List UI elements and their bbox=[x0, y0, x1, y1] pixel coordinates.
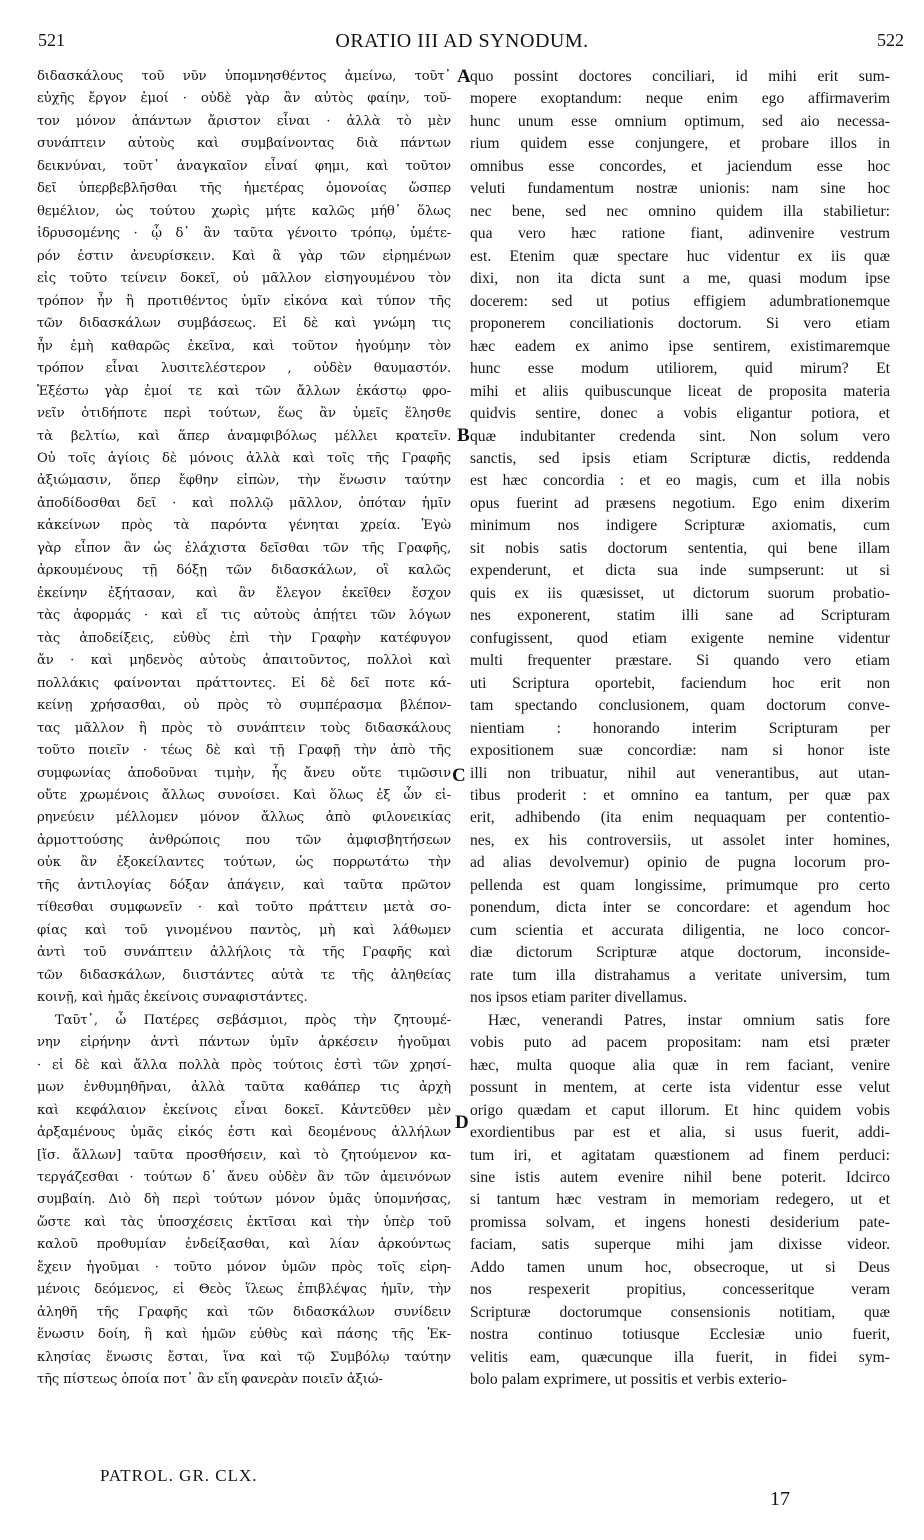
text-line: οὐκ ἂν ἐξοκείλαντες τούτων, ὡς πορρωτάτω τὴν bbox=[37, 855, 451, 871]
text-line: nes exponerent, statim illi sane ad Scripturam bbox=[470, 607, 890, 625]
text-line: συνάπτειν αὐτοὺς καὶ συμβαίνοντας διὰ πάντων bbox=[37, 136, 451, 152]
text-line: Ταῦτ᾽, ὦ Πατέρες σεβάσμιοι, πρὸς τὴν ζητουμέ- bbox=[55, 1012, 451, 1028]
text-line: κείνῃ χρήσασθαι, οὐ πρὸς τὸ συμπέρασμα βλέπον- bbox=[37, 698, 451, 714]
text-line: bolo palam exprimere, ut possitis et verbis exterio- bbox=[470, 1371, 787, 1389]
text-line: εἰς τοῦτο τείνειν δοκεῖ, οὐ μᾶλλον εἰσηγουμένου τὸν bbox=[37, 271, 451, 287]
text-line: φίας καὶ τοῦ γινομένου παντὸς, μὴ καὶ λάθωμεν bbox=[37, 922, 451, 938]
text-line: εὐχῆς ἔργον ἐμοί · οὐδὲ γὰρ ἂν αὐτὸς φαίην, τοῦ- bbox=[37, 91, 451, 107]
text-line: δεῖ ὑπερβεβλῆσθαι τῆς ἡμετέρας ὁμονοίας ὥσπερ bbox=[37, 181, 451, 197]
text-line: καὶ κεφάλαιον ἐκείνοις εἶναι δοκεῖ. Κἀντεῦθεν μὲν bbox=[37, 1102, 451, 1118]
text-line: θεμέλιον, ὡς τούτου χωρὶς μήτε καλῶς μήθ᾽ ὅλως bbox=[37, 203, 451, 219]
text-line: τας μᾶλλον ἢ πρὸς τὸ συνάπτειν τοὺς διδασκάλους bbox=[37, 720, 451, 736]
text-line: minimum nos indigere Scripturæ axiomatis, cum bbox=[470, 517, 890, 535]
text-line: τον μόνον ἁπάντων ἄριστον εἶναι · ἀλλὰ τὸ μὲν bbox=[37, 113, 451, 129]
text-line: τὰς ἀποδείξεις, εὐθὺς ἐπὶ τὴν Γραφὴν κατέφυγον bbox=[37, 630, 451, 646]
text-line: dixi, non ita dicta sunt a me, quasi modum ipse bbox=[470, 270, 890, 288]
text-line: ἕνωσιν δοίη, ἣ καὶ ἡμῶν εὐθὺς καὶ πάσης τῆς Ἐκ- bbox=[37, 1327, 451, 1343]
text-line: docerem: sed ut potius effigiem adumbrationemque bbox=[470, 292, 890, 310]
text-line: diæ dictorum Scripturæ atque doctorum, inconside- bbox=[470, 944, 890, 962]
text-line: mihi et aliis quibuscunque liceat de proposita materia bbox=[470, 382, 890, 400]
text-line: sit nobis satis doctorum sententia, qui bene illam bbox=[470, 539, 890, 557]
text-line: Addo tamen unum hoc, obsecroque, ut si Deus bbox=[470, 1258, 890, 1276]
text-line: hunc esse modum utiliorem, quid mirum? Et bbox=[470, 360, 890, 378]
text-line: οὔτε χρωμένοις ἄλλως συνοίσει. Καὶ ὅλως ἐξ ὧν εἰ- bbox=[37, 788, 451, 803]
text-line: uti Scriptura oportebit, faciendum hoc erit non bbox=[470, 674, 890, 692]
text-line: Οὐ τοῖς ἁγίοις δὲ μόνοις ἀλλὰ καὶ τοῖς τῆς Γραφῆς bbox=[37, 450, 451, 466]
text-line: μων ἐνθυμηθῆναι, ἀλλὰ ταῦτα καθάπερ τις ἀρχὴ bbox=[37, 1080, 451, 1096]
text-line: τρόπον εἶναι λυσιτελέστερον , οὐδὲν θαυμαστόν. bbox=[37, 361, 451, 377]
text-line: μένοις δεόμενος, εἰ Θεὸς ἵλεως ἐπιβλέψας ἡμῖν, τὴν bbox=[37, 1282, 451, 1298]
text-line: si tantum hæc vestram in memoriam redegero, ut et bbox=[470, 1191, 890, 1209]
text-line: ἐκείνην ἐξήτασαν, καὶ ἃν ἔλεγον ἐκεῖθεν ἔσχον bbox=[37, 585, 451, 601]
text-line: τῆς ἀντιλογίας δόξαν ἀπάγειν, καὶ ταῦτα πρῶτον bbox=[37, 877, 451, 893]
text-line: κἀκείνων πρὸς τὰ παρόντα γένηται χρεία. Ἐγὼ bbox=[37, 518, 451, 534]
text-line: quis ex iis quæsisset, ut dictorum suorum probatio- bbox=[470, 584, 890, 602]
text-line: expositionem suæ concordiæ: nam si honor iste bbox=[470, 742, 890, 760]
text-line: hæc, multa quoque alia quæ in rem faciant, venire bbox=[470, 1056, 890, 1074]
text-line: ἀντὶ τοῦ συνάπτειν ἀλλήλοις τὰ τῆς Γραφῆς καὶ bbox=[37, 945, 451, 961]
text-line: rium quidem esse conjungere, et probare illos in bbox=[470, 135, 890, 153]
text-line: cum scientia et accurata diligentia, ne loco concor- bbox=[470, 921, 890, 939]
text-line: συμβαίη. Διὸ δὴ περὶ τούτων μόνον ὑμᾶς ὑπομνήσας, bbox=[37, 1192, 451, 1208]
text-line: νεῖν ὁτιδήποτε περὶ τούτων, ἕως ἂν ὑμεῖς ἕλησθε bbox=[37, 406, 451, 422]
text-line: [ἴσ. ἄλλων] ταῦτα προσθήσειν, καὶ τὸ ζητούμενον κα- bbox=[37, 1147, 451, 1163]
text-line: τεργάζεσθαι · τούτων δ᾽ ἄνευ οὐδὲν ἂν τῶν ἀμεινόνων bbox=[37, 1169, 451, 1185]
text-line: τῶν διδασκάλων, διιστάντες αὐτὰ τε τῆς ἀληθείας bbox=[37, 967, 451, 983]
text-line: Ἐξέστω γὰρ ἐμοί τε καὶ τῶν ἄλλων ἑκάστῳ φρο- bbox=[37, 383, 451, 399]
text-line: ὥστε καὶ τὰς ὑποσχέσεις ἐκτῖσαι καὶ τὴν ὑπὲρ τοῦ bbox=[37, 1214, 451, 1230]
text-line: origo quædam et caput illorum. Et hinc quidem vobis bbox=[470, 1101, 890, 1119]
page-number-right: 522 bbox=[877, 30, 904, 50]
text-line: ἁρμοττούσης ἀνθρώποις που τῶν ἀμφισβητήσεων bbox=[37, 832, 451, 848]
text-line: δεικνύναι, τοῦτ᾽ ἀναγκαῖον εἶναί φημι, καὶ τοῦτον bbox=[37, 158, 451, 174]
text-line: expenderunt, et dicta sua inde sumpserunt: ut si bbox=[470, 562, 890, 580]
text-line: confugissent, quod etiam exigente nemine videntur bbox=[470, 629, 890, 647]
text-line: nos respexerit propitius, concesseritque veram bbox=[470, 1281, 890, 1299]
text-line: quidvis sentire, donec a vobis eligantur potiora, et bbox=[470, 405, 890, 423]
text-line: ἄν · καὶ μηδενὸς αὐτοὺς ἀπαιτοῦντος, πολλοὶ καὶ bbox=[37, 653, 451, 669]
text-line: possunt in mentem, at certe ista videntur esse velut bbox=[470, 1079, 890, 1097]
margin-marker-d: D bbox=[455, 1112, 469, 1133]
margin-marker-b: B bbox=[457, 425, 470, 446]
text-line: διδασκάλους τοῦ νῦν ὑπομνησθέντος ἀμείνω, τοῦτ᾽ bbox=[37, 69, 451, 84]
text-line: sanctis, sed ipsis etiam Scripturæ dictis, reddenda bbox=[470, 449, 890, 467]
text-line: tum iri, et agitatam quæstionem ad finem perduci: bbox=[470, 1146, 890, 1164]
text-line: qua vero hæc ratione fiant, adinvenire vestrum bbox=[470, 225, 890, 243]
text-line: ad alias devolvemur) opinio de pugna locorum pro- bbox=[470, 854, 890, 872]
text-line: κοινῇ, καὶ ἡμᾶς ἐκείνοις συναφιστάντες. bbox=[37, 990, 308, 1006]
text-line: faciam, satis superque mihi jam dixisse videor. bbox=[470, 1236, 890, 1254]
text-line: ἱδρυσομένης · ᾧ δ᾽ ἂν ταῦτα γένοιτο τρόπῳ, ὑμέτε- bbox=[37, 226, 451, 242]
text-line: nec bene, sed nec omnino quidem illa stabilietur: bbox=[470, 202, 890, 220]
text-line: ἀρξαμένους ὑμᾶς εἰκός ἐστι καὶ δεομένους ἀλλήλων bbox=[37, 1125, 451, 1141]
text-line: opus fuerint ad præsens negotium. Ego enim dixerim bbox=[470, 494, 890, 512]
text-line: mopere exoptandum: neque enim ego affirmaverim bbox=[470, 90, 890, 108]
text-line: nos ipsos etiam pariter divellamus. bbox=[470, 989, 687, 1007]
text-line: illi non tribuatur, nihil aut venerantibus, aut utan- bbox=[470, 764, 890, 782]
text-line: νην εἰρήνην ἀντὶ πάντων ὑμῖν ἀρκέσειν ἡγοῦμαι bbox=[37, 1035, 451, 1051]
text-line: ἔχειν ἡγοῦμαι · τοῦτο μόνον ὑμῶν πρὸς τοῖς εἰρη- bbox=[37, 1259, 451, 1275]
text-line: tam spectando conclusionem, quam doctorum conve- bbox=[470, 697, 890, 715]
text-line: Scripturæ doctorumque consensionis notitiam, quæ bbox=[470, 1303, 890, 1321]
page-number-left: 521 bbox=[38, 30, 65, 50]
text-line: pellenda est quam longissime, primumque pro certo bbox=[470, 876, 890, 894]
text-line: erit, adhibendo (ita enim nequaquam per contentio- bbox=[470, 809, 890, 827]
text-line: nientiam : honorando interim Scripturam per bbox=[470, 719, 890, 737]
text-line: hæc eadem ex animo ipse sentirem, existimaremque bbox=[470, 337, 890, 355]
text-line: promissa solvam, et ingens honesti desiderium pate- bbox=[470, 1213, 890, 1231]
text-line: · εἰ δὲ καὶ ἄλλα πολλὰ πρὸς τούτοις ἐστὶ τῶν χρησί- bbox=[37, 1057, 451, 1073]
text-line: τὰς ἀφορμάς · καὶ εἴ τις αὐτοὺς ἀπῄτει τῶν λόγων bbox=[37, 608, 451, 624]
text-line: velitis eam, quæcunque illa fuerit, in fidei sym- bbox=[470, 1348, 890, 1366]
margin-marker-c: C bbox=[452, 765, 466, 786]
text-line: nostra continuo totiusque Ecclesiæ unio fuerit, bbox=[470, 1326, 890, 1344]
text-line: τρόπον ἦν ἢ προτιθέντος ὑμῖν εἰκόνα καὶ τύπον τῆς bbox=[37, 293, 451, 309]
text-line: τοῦτο ποιεῖν · τέως δὲ καὶ τῇ Γραφῇ τὴν ἀπὸ τῆς bbox=[37, 743, 451, 759]
text-line: veluti fundamentum nostræ unionis: nam sine hoc bbox=[470, 180, 890, 198]
sheet-number: 17 bbox=[770, 1488, 790, 1510]
text-line: τὰ βελτίω, καὶ ἅπερ ἀναμφιβόλως μέλλει κρατεῖν. bbox=[37, 428, 451, 444]
text-line: est. Etenim quæ spectare huc videntur ex iis quæ bbox=[470, 247, 890, 265]
text-line: sine istis autem evenire nihil bene poterit. Idcirco bbox=[470, 1168, 890, 1186]
running-title: ORATIO III AD SYNODUM. bbox=[335, 30, 589, 52]
text-line: ἦν ἐμὴ καθαρῶς ἐκεῖνα, καὶ τοῦτον ἡγούμην τὸν bbox=[37, 338, 451, 354]
margin-marker-a: A bbox=[457, 66, 471, 87]
text-line: vobis puto ad pacem propositam: nam etsi præter bbox=[470, 1034, 890, 1052]
text-line: κλησίας ἕνωσις ἔσται, ἵνα καὶ τῷ Συμβόλῳ ταύτην bbox=[37, 1349, 451, 1365]
text-line: rate tum illa distrahamus a veritate universim, tum bbox=[470, 966, 890, 984]
latin-text-column bbox=[470, 66, 890, 1392]
text-line: ἀληθῆ τῆς Γραφῆς καὶ τῶν διδασκάλων συνίδειν bbox=[37, 1304, 451, 1320]
text-line: hunc unum esse omnium optimum, sed aio necessa- bbox=[470, 112, 890, 130]
text-line: exordientibus par est et alia, si usus fuerit, addi- bbox=[470, 1124, 890, 1142]
text-line: πολλάκις φαίνονται πράττοντες. Εἰ δὲ δεῖ ποτε κά- bbox=[37, 675, 451, 691]
text-line: ἀρκουμένους τῇ δόξῃ τῶν διδασκάλων, οἳ καλῶς bbox=[37, 563, 451, 579]
text-line: ρόν ἐστιν ἀνευρίσκειν. Καὶ ἃ γὰρ τῶν εἰρημένων bbox=[37, 248, 451, 264]
text-line: quæ indubitanter credenda sint. Non solum vero bbox=[470, 427, 890, 445]
text-line: nes, ex his controversiis, ut assolet inter homines, bbox=[470, 831, 890, 849]
text-line: est hæc concordia : et eo magis, cum et illa nobis bbox=[470, 472, 890, 490]
text-line: tibus proderit : et omnino ea tantum, per quæ pax bbox=[470, 787, 890, 804]
text-line: συμφωνίας ἀποδοῦναι τιμὴν, ἧς ἄνευ οὔτε τιμῶσιν bbox=[37, 765, 451, 781]
text-line: multi frequenter præstare. Si quando vero etiam bbox=[470, 652, 890, 670]
text-line: omnibus esse concordes, et jaciendum esse hoc bbox=[470, 157, 890, 175]
text-line: Hæc, venerandi Patres, instar omnium satis fore bbox=[488, 1011, 890, 1029]
text-line: ἀξιώμασιν, ὅπερ ἔφθην εἰπὼν, τὴν ἕνωσιν ταύτην bbox=[37, 473, 451, 489]
text-line: ρηνεύειν μέλλομεν μόνον ἄλλως ἀπὸ φιλονεικίας bbox=[37, 810, 451, 826]
text-line: quo possint doctores conciliari, id mihi erit sum- bbox=[470, 68, 890, 85]
volume-signature: PATROL. GR. CLX. bbox=[100, 1466, 258, 1485]
text-line: καλοῦ προθυμίαν ἐνδείξασθαι, καὶ λίαν ἀρκούντως bbox=[37, 1237, 451, 1253]
text-line: ἀποδίδοσθαι δεῖ · καὶ πολλῷ μᾶλλον, ὁπόταν ἡμῖν bbox=[37, 495, 451, 511]
greek-text-column bbox=[37, 66, 451, 1392]
text-line: proponerem conciliationis doctorum. Si vero etiam bbox=[470, 315, 890, 333]
text-line: τῶν διδασκάλων συμβάσεως. Εἰ δὲ καὶ γνώμη τις bbox=[37, 316, 451, 332]
text-line: τῆς πίστεως ὁποία ποτ᾽ ἂν εἴη φανερὰν ποιεῖν ἀξιώ- bbox=[37, 1372, 383, 1388]
text-line: γὰρ εἶπον ἂν ὡς ἐλάχιστα δεῖσθαι τῶν τῆς Γραφῆς, bbox=[37, 540, 451, 556]
text-line: ponendum, dicta inter se concordare: et agendum hoc bbox=[470, 899, 890, 917]
text-line: τίθεσθαι συμφωνεῖν · καὶ τοῦτο πράττειν μετὰ σο- bbox=[37, 900, 451, 916]
